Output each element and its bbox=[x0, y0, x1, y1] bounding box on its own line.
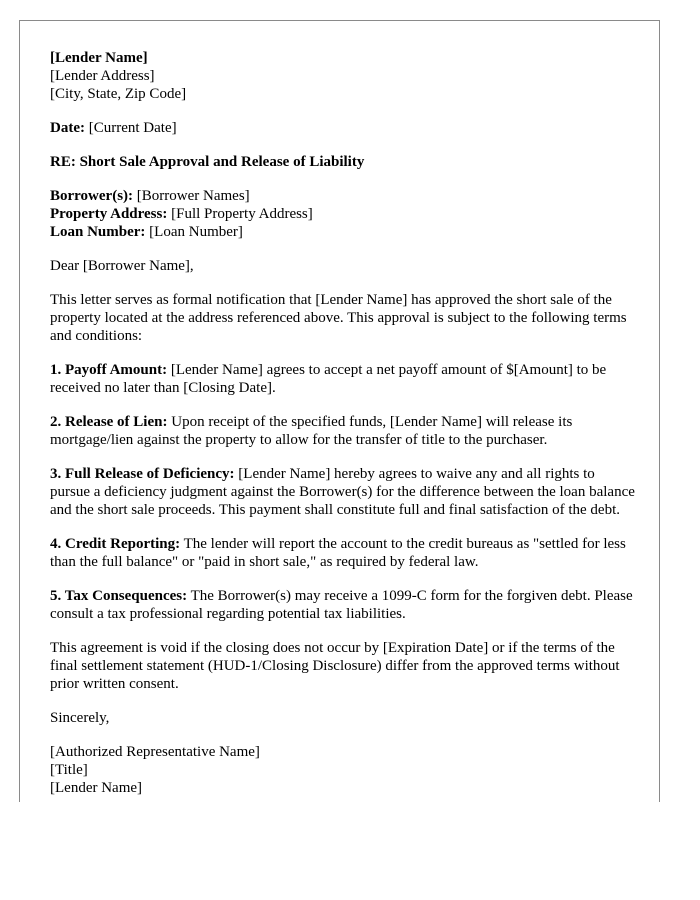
closing: Sincerely, bbox=[50, 710, 110, 726]
date-label: Date: bbox=[50, 120, 85, 136]
loan-value: [Loan Number] bbox=[145, 224, 243, 240]
salutation: Dear [Borrower Name], bbox=[50, 258, 194, 274]
loan-label: Loan Number: bbox=[50, 224, 146, 240]
date-value: [Current Date] bbox=[84, 120, 177, 136]
borrowers-label: Borrower(s): bbox=[50, 188, 134, 204]
signature-block bbox=[50, 743, 638, 797]
subject-text: RE: Short Sale Approval and Release of Liability bbox=[50, 154, 365, 170]
property-value: [Full Property Address] bbox=[167, 206, 313, 222]
term-tax-consequences bbox=[50, 587, 638, 623]
date-line bbox=[50, 119, 638, 137]
letter-page bbox=[19, 20, 660, 802]
property-line bbox=[50, 205, 638, 223]
representative-name: [Authorized Representative Name] bbox=[50, 744, 260, 760]
term-title: 4. Credit Reporting: bbox=[50, 536, 181, 552]
borrowers-value: [Borrower Names] bbox=[133, 188, 250, 204]
loan-line bbox=[50, 223, 638, 241]
intro-paragraph: This letter serves as formal notification that [Lender Name] has approved the short sale of the property located at the address referenced above. This approval is subject to the following terms and conditions: bbox=[50, 292, 627, 344]
term-release-of-lien bbox=[50, 413, 638, 449]
void-clause: This agreement is void if the closing does not occur by [Expiration Date] or if the terms of the final settlement statement (HUD-1/Closing Disclosure) differ from the approved terms without prior written consent. bbox=[50, 640, 620, 692]
lender-address: [Lender Address] bbox=[50, 68, 155, 84]
representative-title: [Title] bbox=[50, 762, 88, 778]
signature-lender-name: [Lender Name] bbox=[50, 780, 143, 796]
lender-city-state-zip: [City, State, Zip Code] bbox=[50, 86, 187, 102]
term-text: [Lender Name] hereby agrees to waive any and all rights to pursue a deficiency judgment against the Borrower(s) for the difference between the loan balance and the short sale proceeds. This payment shall constitute full and final satisfaction of the debt. bbox=[50, 466, 635, 518]
term-title: 5. Tax Consequences: bbox=[50, 588, 188, 604]
term-title: 1. Payoff Amount: bbox=[50, 362, 168, 378]
term-text: Upon receipt of the specified funds, [Lender Name] will release its mortgage/lien against the property to allow for the transfer of title to the purchaser. bbox=[50, 414, 573, 448]
property-label: Property Address: bbox=[50, 206, 168, 222]
term-text: [Lender Name] agrees to accept a net payoff amount of $[Amount] to be received no later than [Closing Date]. bbox=[50, 362, 607, 396]
term-payoff-amount bbox=[50, 361, 638, 397]
term-release-of-deficiency bbox=[50, 465, 638, 519]
lender-name: [Lender Name] bbox=[50, 50, 148, 66]
subject-line bbox=[50, 153, 638, 171]
letter-content bbox=[50, 49, 638, 802]
term-title: 3. Full Release of Deficiency: bbox=[50, 466, 235, 482]
term-title: 2. Release of Lien: bbox=[50, 414, 168, 430]
term-credit-reporting bbox=[50, 535, 638, 571]
term-text: The lender will report the account to the credit bureaus as "settled for less than the full balance" or "paid in short sale," as required by federal law. bbox=[50, 536, 626, 570]
lender-header bbox=[50, 49, 638, 103]
borrowers-line bbox=[50, 187, 638, 205]
loan-details bbox=[50, 187, 638, 241]
term-text: The Borrower(s) may receive a 1099-C form for the forgiven debt. Please consult a tax professional regarding potential tax liabilities. bbox=[50, 588, 633, 622]
